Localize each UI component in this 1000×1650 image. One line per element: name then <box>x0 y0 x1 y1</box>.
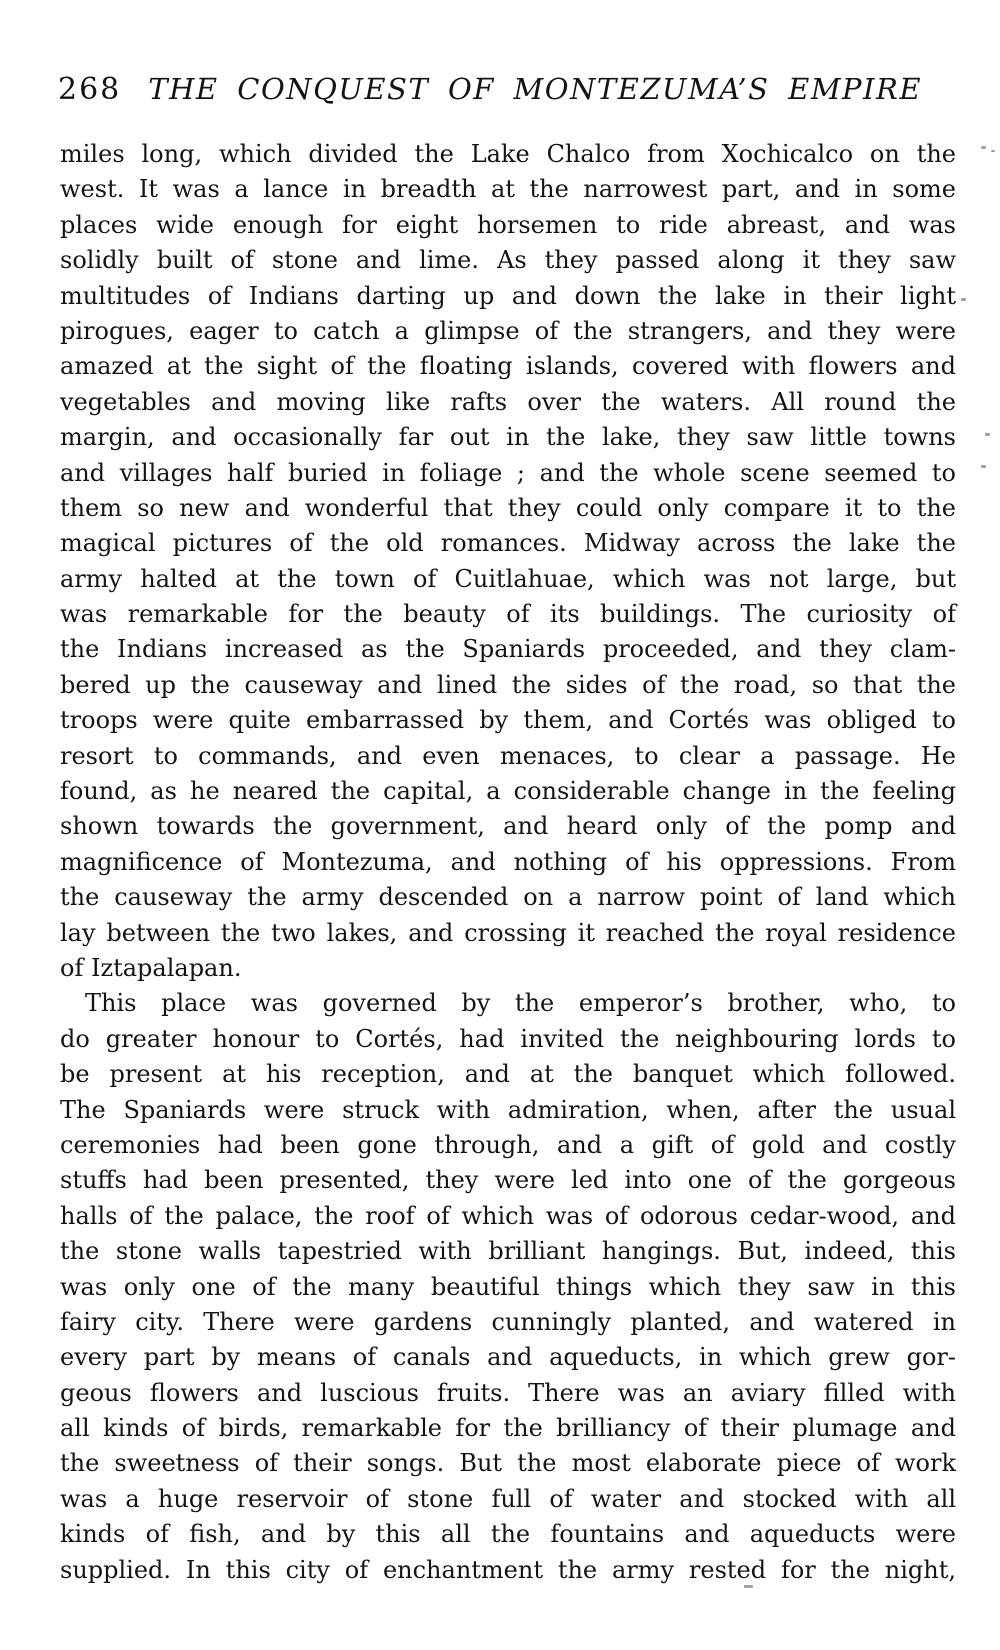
text-line: was remarkable for the beauty of its buildings. The curiosity of <box>60 600 956 629</box>
text-line: west. It was a lance in breadth at the narrowest part, and in some <box>60 175 956 204</box>
text-line: do greater honour to Cortés, had invited the neighbouring lords to <box>60 1024 956 1053</box>
text-line: The Spaniards were struck with admiration, when, after the usual <box>60 1095 956 1124</box>
text-line: found, as he neared the capital, a considerable change in the feeling <box>60 777 956 806</box>
page-number: 268 <box>58 72 122 107</box>
text-line: shown towards the government, and heard only of the pomp and <box>60 812 956 841</box>
text-line: geous flowers and luscious fruits. There was an aviary filled with <box>60 1378 956 1407</box>
scan-speck <box>961 298 966 301</box>
text-line: them so new and wonderful that they could only compare it to the <box>60 493 956 522</box>
text-line: pirogues, eager to catch a glimpse of the strangers, and they were <box>60 316 956 345</box>
text-line: the stone walls tapestried with brilliant hangings. But, indeed, this <box>60 1237 956 1266</box>
text-line: the sweetness of their songs. But the most elaborate piece of work <box>60 1449 956 1478</box>
text-line: solidly built of stone and lime. As they passed along it they saw <box>60 246 956 275</box>
text-line: places wide enough for eight horsemen to ride abreast, and was <box>60 210 956 239</box>
text-line: all kinds of birds, remarkable for the brilliancy of their plumage and <box>60 1414 956 1443</box>
text-line: the causeway the army descended on a narrow point of land which <box>60 883 956 912</box>
text-line: halls of the palace, the roof of which was of odorous cedar-wood, and <box>60 1201 956 1230</box>
text-line: This place was governed by the emperor’s brother, who, to <box>85 989 956 1018</box>
text-line: fairy city. There were gardens cunningly planted, and watered in <box>60 1307 956 1336</box>
body-text <box>60 137 956 1588</box>
text-line: magnificence of Montezuma, and nothing of his oppressions. From <box>60 847 956 876</box>
text-line: vegetables and moving like rafts over the waters. All round the <box>60 387 956 416</box>
text-line: and villages half buried in foliage ; and the whole scene seemed to <box>60 458 956 487</box>
scan-speck <box>744 1585 753 1588</box>
text-line: be present at his reception, and at the banquet which followed. <box>60 1060 956 1089</box>
text-line: resort to commands, and even menaces, to clear a passage. He <box>60 741 956 770</box>
text-line: troops were quite embarrassed by them, and Cortés was obliged to <box>60 706 956 735</box>
text-line: lay between the two lakes, and crossing it reached the royal residence <box>60 918 956 947</box>
text-line: bered up the causeway and lined the sides of the road, so that the <box>60 670 956 699</box>
text-line: the Indians increased as the Spaniards proceeded, and they clam- <box>60 635 956 664</box>
text-line: miles long, which divided the Lake Chalco from Xochicalco on the <box>60 140 956 168</box>
text-line: of Iztapalapan. <box>60 953 242 982</box>
text-line: margin, and occasionally far out in the lake, they saw little towns <box>60 423 956 452</box>
running-head-title: THE CONQUEST OF MONTEZUMA’S EMPIRE <box>148 72 923 106</box>
scan-speck <box>985 433 990 436</box>
text-line: supplied. In this city of enchantment the army rested for the night, <box>60 1555 956 1584</box>
text-line: every part by means of canals and aqueducts, in which grew gor- <box>60 1343 956 1372</box>
text-line: multitudes of Indians darting up and down the lake in their light <box>60 281 956 310</box>
scan-speck <box>981 146 986 149</box>
scan-speck <box>981 465 986 468</box>
text-line: army halted at the town of Cuitlahuae, which was not large, but <box>60 564 956 593</box>
text-line: kinds of fish, and by this all the fountains and aqueducts were <box>60 1520 956 1549</box>
text-line: stuffs had been presented, they were led into one of the gorgeous <box>60 1166 956 1195</box>
text-line: ceremonies had been gone through, and a gift of gold and costly <box>60 1130 956 1159</box>
text-line: was only one of the many beautiful things which they saw in this <box>60 1272 956 1301</box>
text-line: amazed at the sight of the floating islands, covered with flowers and <box>60 352 956 381</box>
text-line: was a huge reservoir of stone full of water and stocked with all <box>60 1484 956 1513</box>
text-line: magical pictures of the old romances. Midway across the lake the <box>60 529 956 558</box>
scan-speck <box>991 150 995 152</box>
running-head <box>58 72 958 107</box>
